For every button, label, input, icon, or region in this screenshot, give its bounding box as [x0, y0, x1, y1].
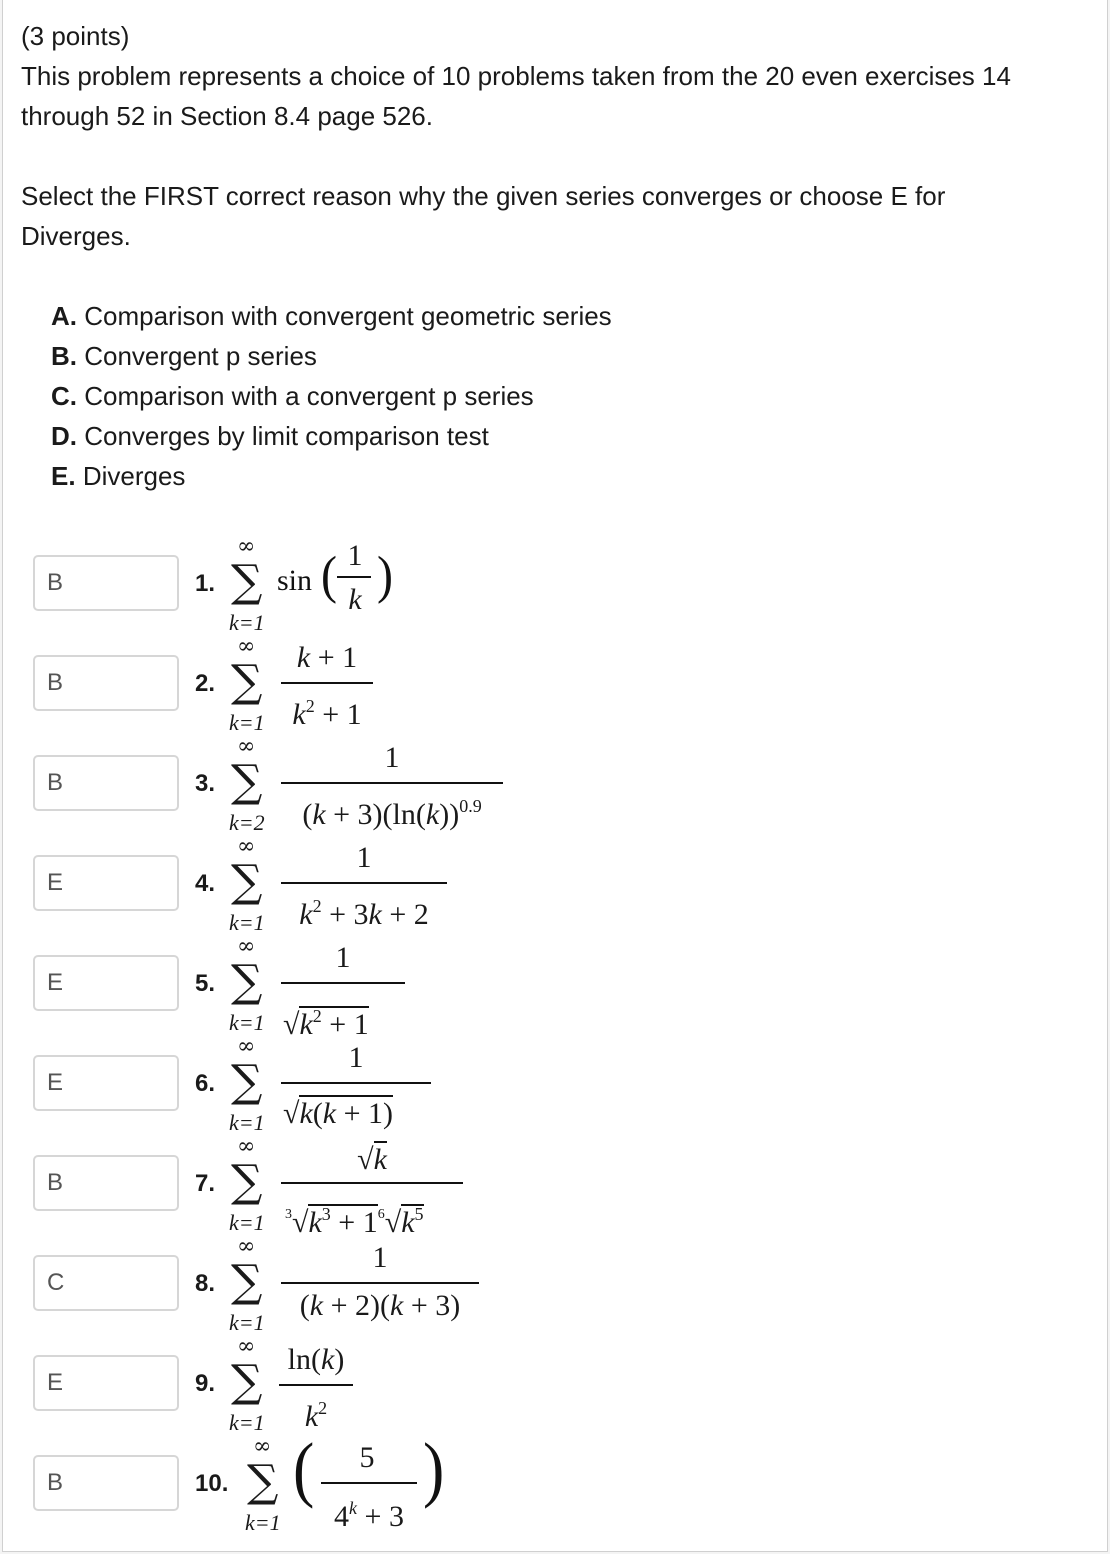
sum-lower: k=2 [229, 810, 265, 835]
answer-input-7[interactable]: B [33, 1155, 179, 1211]
sum-lower: k=1 [229, 610, 265, 635]
fraction-bar [281, 682, 373, 684]
choice-e [51, 456, 185, 496]
fraction-bar [281, 1182, 463, 1184]
fraction-denominator: $4^k + 3$ [334, 1498, 404, 1533]
sum-upper: ∞ [237, 1134, 256, 1159]
sum-upper: ∞ [237, 734, 256, 759]
choice-letter: A. [51, 301, 77, 331]
fraction-denominator: $k^2$ [304, 1398, 328, 1433]
problem-number: 8. [195, 1270, 216, 1297]
intro-text-line-1: This problem represents a choice of 10 problems taken from the 20 even exercises 14 [21, 61, 1011, 91]
answer-input-6[interactable]: E [33, 1055, 179, 1111]
fraction-numerator: 1 [348, 1041, 364, 1074]
answer-input-4[interactable]: E [33, 855, 179, 911]
fraction-bar [281, 1282, 479, 1284]
answer-input-1[interactable]: B [33, 555, 179, 611]
fraction-bar [281, 1082, 431, 1084]
choice-text: Comparison with convergent geometric series [84, 301, 612, 331]
sum-upper: ∞ [253, 1434, 272, 1459]
fraction-numerator: 1 [384, 741, 400, 774]
fraction-denominator: $k^2 + 1$ [292, 696, 362, 731]
fraction-numerator: k + 1 [296, 641, 358, 674]
points-label: (3 points) [21, 21, 130, 51]
choice-a [51, 296, 612, 336]
sigma-symbol: ∑ [231, 756, 263, 807]
choice-b [51, 336, 317, 376]
fraction-denominator: (k + 2)(k + 3) [299, 1289, 461, 1322]
choice-text: Diverges [82, 461, 186, 491]
sigma-symbol: ∑ [231, 1056, 263, 1107]
fraction-denominator: $^3√k^3 + 1^6√k^5$ [285, 1204, 424, 1239]
sum-upper: ∞ [237, 1034, 256, 1059]
fraction-numerator: 5 [359, 1441, 375, 1474]
choice-letter: E. [51, 461, 76, 491]
left-paren: ( [293, 1427, 315, 1510]
fraction-numerator: 1 [356, 841, 372, 874]
problem-card [2, 0, 1108, 1552]
fraction-numerator: 1 [347, 539, 363, 572]
answer-input-5[interactable]: E [33, 955, 179, 1011]
sum-lower: k=1 [229, 1110, 265, 1135]
sigma-symbol: ∑ [231, 656, 263, 707]
problem-number: 7. [195, 1170, 216, 1197]
sum-upper: ∞ [237, 1234, 256, 1259]
sum-upper: ∞ [237, 534, 256, 559]
fraction-bar [281, 782, 503, 784]
choice-d [51, 416, 489, 456]
problem-number: 1. [195, 570, 216, 597]
answer-input-10[interactable]: B [33, 1455, 179, 1511]
answer-input-9[interactable]: E [33, 1355, 179, 1411]
choice-letter: B. [51, 341, 77, 371]
fraction-denominator: $√k^2 + 1$ [283, 1006, 369, 1041]
fraction-bar [281, 882, 447, 884]
sum-lower: k=1 [229, 1410, 265, 1435]
fraction-bar [321, 1482, 417, 1484]
right-paren: ) [423, 1427, 445, 1510]
instruction-line-2: Diverges. [21, 221, 131, 251]
sum-lower: k=1 [229, 1010, 265, 1035]
sigma-symbol: ∑ [247, 1456, 279, 1507]
problem-number: 6. [195, 1070, 216, 1097]
choice-text: Comparison with a convergent p series [84, 381, 534, 411]
fraction-numerator: √k [357, 1143, 387, 1176]
answer-input-3[interactable]: B [33, 755, 179, 811]
sum-upper: ∞ [237, 934, 256, 959]
instruction-line-1: Select the FIRST correct reason why the given series converges or choose E for [21, 181, 946, 211]
sigma-symbol: ∑ [231, 1356, 263, 1407]
sum-lower: k=1 [229, 710, 265, 735]
sum-lower: k=1 [229, 910, 265, 935]
fraction-bar [337, 576, 371, 578]
sum-lower: k=1 [229, 1210, 265, 1235]
answer-input-2[interactable]: B [33, 655, 179, 711]
fraction-numerator: ln(k) [287, 1343, 345, 1376]
sum-upper: ∞ [237, 834, 256, 859]
problem-number: 5. [195, 970, 216, 997]
left-paren: ( [321, 546, 337, 605]
sum-lower: k=1 [229, 1310, 265, 1335]
fraction-bar [279, 1384, 353, 1386]
fraction-denominator: k [348, 583, 362, 616]
sum-upper: ∞ [237, 634, 256, 659]
problem-number: 9. [195, 1370, 216, 1397]
choice-letter: C. [51, 381, 77, 411]
right-paren: ) [377, 546, 393, 605]
choice-text: Convergent p series [84, 341, 317, 371]
fraction-numerator: 1 [372, 1241, 388, 1274]
fraction-denominator: √k(k + 1) [283, 1097, 394, 1130]
sum-lower: k=1 [245, 1510, 281, 1535]
sigma-symbol: ∑ [231, 1256, 263, 1307]
sigma-symbol: ∑ [231, 956, 263, 1007]
fraction-numerator: 1 [335, 941, 351, 974]
sum-upper: ∞ [237, 1334, 256, 1359]
problem-number: 3. [195, 770, 216, 797]
problem-number: 4. [195, 870, 216, 897]
fraction-denominator: $k^2 + 3k + 2$ [299, 896, 429, 931]
sin-function: sin [277, 564, 313, 597]
fraction-bar [281, 982, 405, 984]
sigma-symbol: ∑ [231, 1156, 263, 1207]
intro-text-line-2: through 52 in Section 8.4 page 526. [21, 101, 433, 131]
choice-c [51, 376, 534, 416]
choice-letter: D. [51, 421, 77, 451]
choice-text: Converges by limit comparison test [84, 421, 489, 451]
sigma-symbol: ∑ [231, 556, 263, 607]
fraction-denominator: $(k + 3)(\ln(k))^{0.9}$ [302, 796, 482, 831]
problem-number: 10. [195, 1470, 229, 1497]
answer-input-8[interactable]: C [33, 1255, 179, 1311]
problem-number: 2. [195, 670, 216, 697]
sigma-symbol: ∑ [231, 856, 263, 907]
